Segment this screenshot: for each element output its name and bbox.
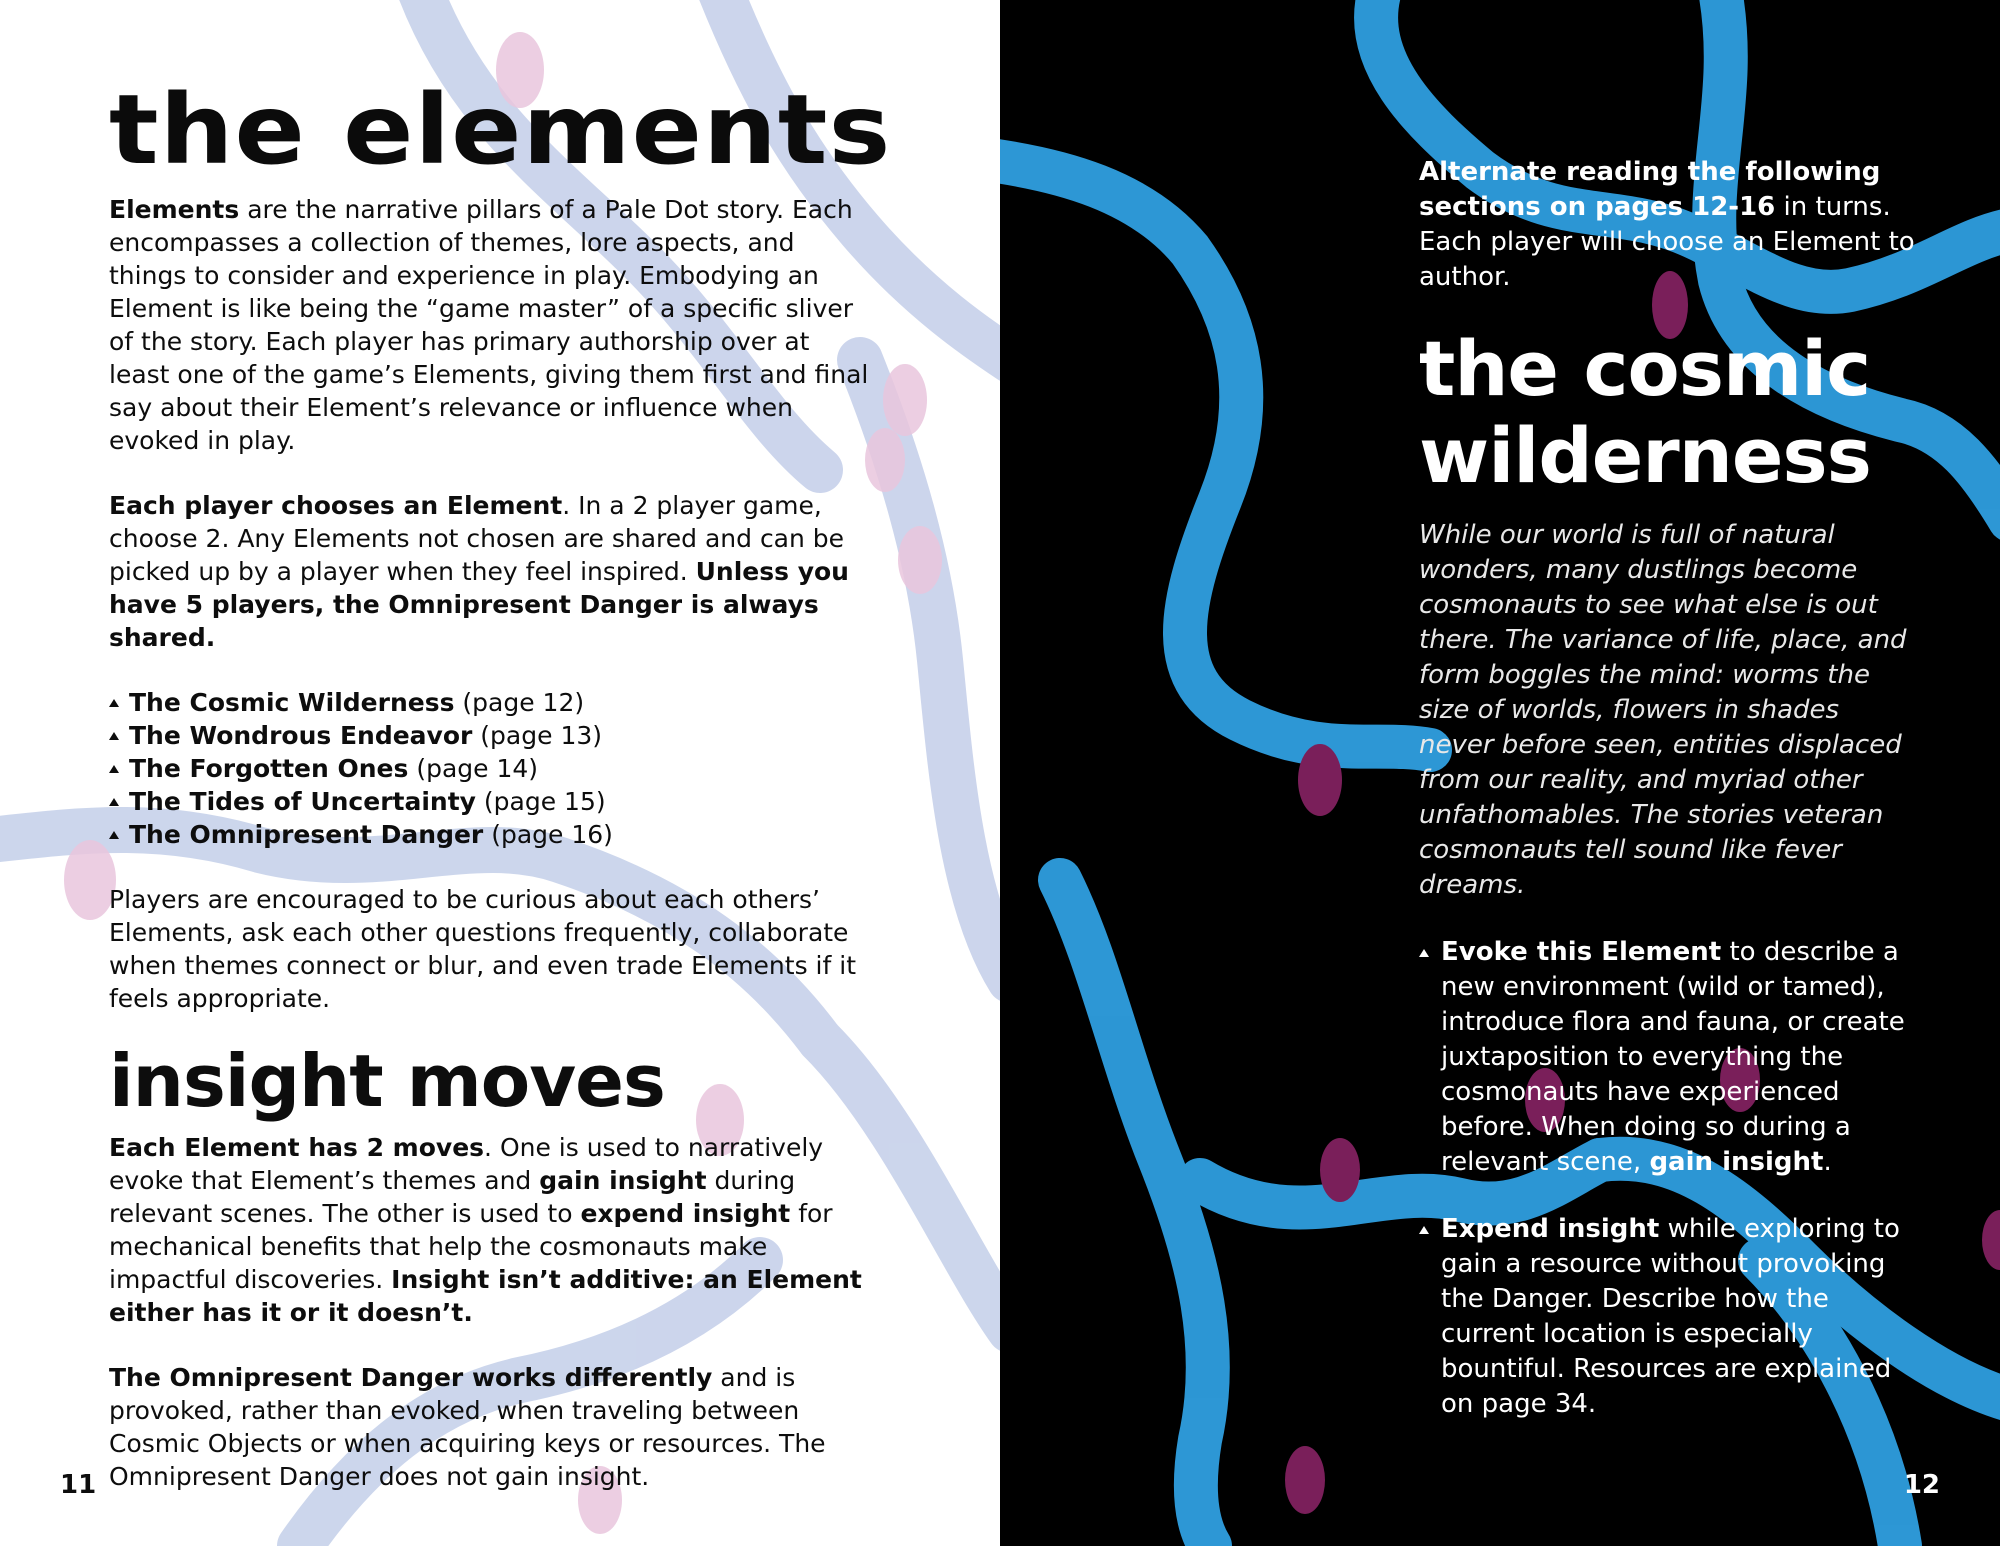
section-title-line2: wilderness	[1419, 411, 1871, 501]
right-page	[1000, 0, 2000, 1546]
choose-paragraph: Each player chooses an Element. In a 2 player game, choose 2. Any Elements not chosen are shared and can be picked up by a player when they feel inspired. Unless you have 5 players, the Omnipresent Danger is always shared.	[109, 490, 849, 652]
list-item: The Forgotten Ones (page 14)	[109, 752, 869, 785]
elements-list	[109, 686, 869, 851]
evoke-move: Evoke this Element to describe a new environment (wild or tamed), introduce flora and fauna, or create juxtaposition to everything the cosmonauts have experienced before. When doing so during a relevant scene, gain insight.	[1419, 935, 1919, 1180]
petal-2	[1298, 744, 1342, 816]
curious-paragraph: Players are encouraged to be curious about each others’ Elements, ask each other questions frequently, collaborate when themes connect or blur, and even trade Elements if it feels appropriate.	[109, 884, 856, 1013]
petal-6	[1982, 1210, 2000, 1270]
intro-paragraph: Elements are the narrative pillars of a Pale Dot story. Each encompasses a collection of themes, lore aspects, and things to consider and experience in play. Embodying an Element is like being the “game master” of a specific sliver of the story. Each player has primary authorship over at least one of the game’s Elements, giving them first and final say about their Element’s relevance or influence when evoked in play.	[109, 194, 869, 455]
list-item: The Cosmic Wilderness (page 12)	[109, 686, 869, 719]
flavor-text: While our world is full of natural wonders, many dustlings become cosmonauts to see what else is out there. The variance of life, place, and form boggles the mind: worms the size of worlds, flowers in shades never before seen, entities displaced from our reality, and myriad other unfathomables. The stories veteran cosmonauts tell sound like fever dreams.	[1419, 519, 1907, 900]
petal-2	[883, 364, 927, 436]
section-title	[1419, 325, 1919, 500]
left-content	[109, 74, 892, 1493]
right-content	[1419, 155, 1919, 1422]
list-item: The Omnipresent Danger (page 16)	[109, 818, 869, 851]
triangle-bullet-icon	[109, 798, 119, 806]
page-number-left: 11	[60, 1470, 97, 1500]
triangle-bullet-icon	[1419, 1226, 1429, 1234]
list-item: The Wondrous Endeavor (page 13)	[109, 719, 869, 752]
danger-paragraph: The Omnipresent Danger works differently and is provoked, rather than evoked, when traveling between Cosmic Objects or when acquiring keys or resources. The Omnipresent Danger does not gain insight.	[109, 1362, 826, 1491]
petal-4	[898, 526, 942, 594]
insight-heading: insight moves	[109, 1038, 665, 1123]
triangle-bullet-icon	[109, 699, 119, 707]
triangle-bullet-icon	[1419, 949, 1429, 957]
triangle-bullet-icon	[109, 765, 119, 773]
page-number-right: 12	[1903, 1470, 1940, 1500]
expend-move: Expend insight while exploring to gain a resource without provoking the Danger. Describe how the current location is especially bountiful. Resources are explained on page 34.	[1419, 1212, 1919, 1422]
moves-paragraph: Each Element has 2 moves. One is used to narratively evoke that Element’s themes and gain insight during relevant scenes. The other is used to expend insight for mechanical benefits that help the cosmonauts make impactful discoveries. Insight isn’t additive: an Element either has it or it doesn’t.	[109, 1132, 862, 1327]
triangle-bullet-icon	[109, 732, 119, 740]
petal-5	[1320, 1138, 1360, 1202]
petal-3	[865, 428, 905, 492]
list-item: The Tides of Uncertainty (page 15)	[109, 785, 869, 818]
triangle-bullet-icon	[109, 831, 119, 839]
reading-note: Alternate reading the following sections on pages 12-16 in turns. Each player will choose an Element to author.	[1419, 157, 1915, 292]
section-title-line1: the cosmic	[1419, 324, 1871, 413]
petal-7	[1285, 1446, 1325, 1514]
page-title: the elements	[109, 74, 892, 186]
